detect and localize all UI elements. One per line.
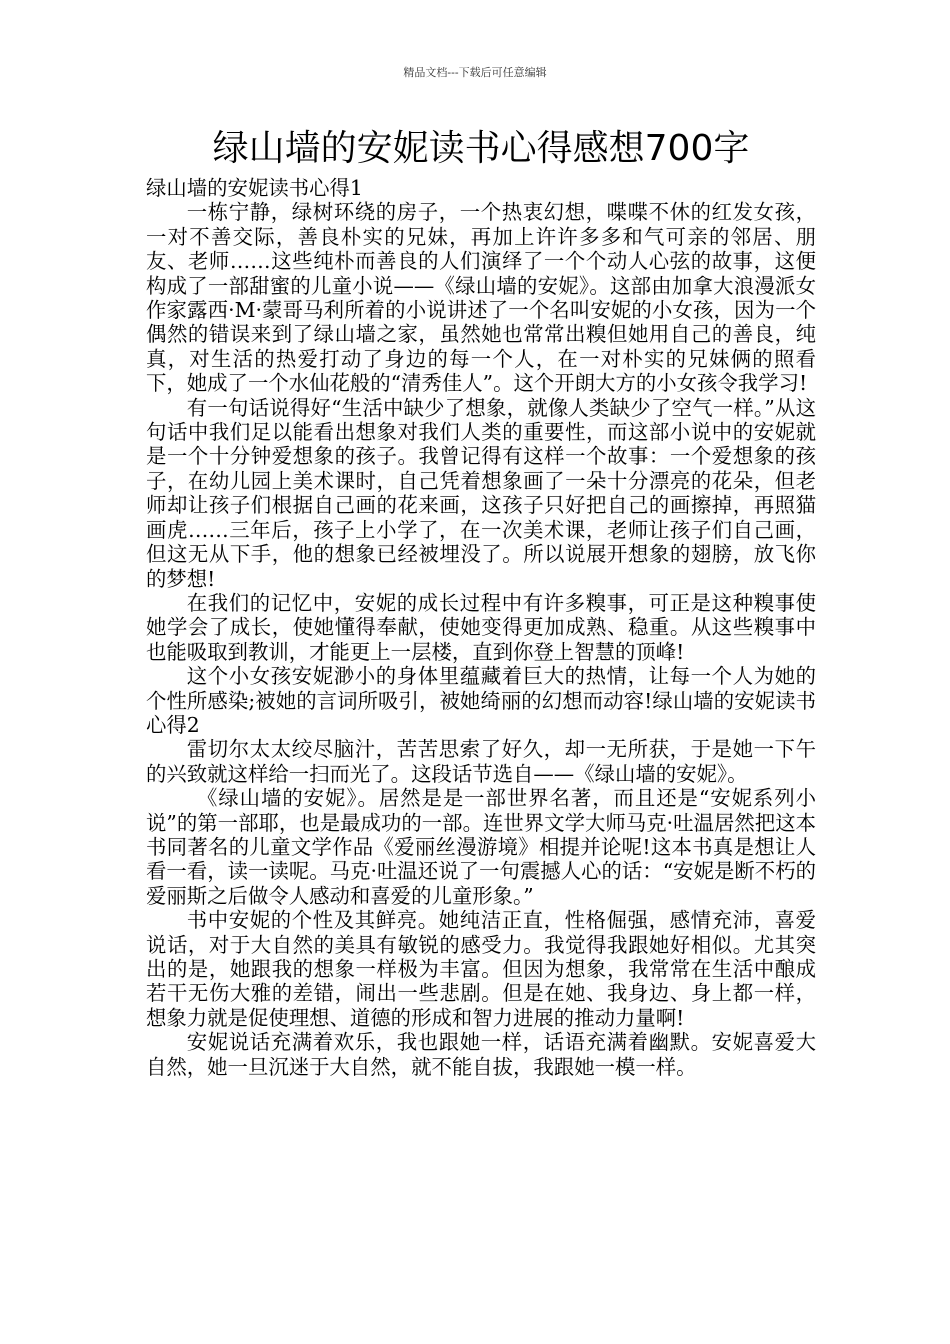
document-title: 绿山墙的安妮读书心得感想700字 [212, 128, 750, 169]
paragraph: 有一句话说得好“生活中缺少了想象，就像人类缺少了空气一样。”从这句话中我们足以能看出想象对我们人类的重要性，而这部小说中的安妮就是一个十分钟爱想象的孩子。我曾记得有这样一个故事：一个爱想象的孩子，在幼儿园上美术课时，自己凭着想象画了一朵十分漂亮的花朵，但老师却让孩子们根据自己画的花来画，这孩子只好把自己的画擦掉，再照猫画虎……三年后，孩子上小学了，在一次美术课，老师让孩子们自己画，但这无从下手，他的想象已经被埋没了。所以说展开想象的翅膀，放飞你的梦想! [146, 395, 816, 591]
document-text [146, 176, 816, 1079]
page-header-note: 精品文档---下载后可任意编辑 [403, 66, 547, 79]
paragraph: 一栋宁静，绿树环绕的房子，一个热衷幻想，喋喋不休的红发女孩，一对不善交际，善良朴实的兄妹，再加上许许多多和气可亲的邻居、朋友、老师……这些纯朴而善良的人们演绎了一个个动人心弦的故事，这便构成了一部甜蜜的儿童小说——《绿山墙的安妮》。这部由加拿大浪漫派女作家露西·M·蒙哥马利所着的小说讲述了一个名叫安妮的小女孩，因为一个偶然的错误来到了绿山墙之家，虽然她也常常出糗但她用自己的善良，纯真，对生活的热爱打动了身边的每一个人，在一对朴实的兄妹俩的照看下，她成了一个水仙花般的“清秀佳人”。这个开朗大方的小女孩令我学习! [146, 200, 816, 396]
paragraph: 雷切尔太太绞尽脑汁，苦苦思索了好久，却一无所获，于是她一下午的兴致就这样给一扫而光了。这段话节选自——《绿山墙的安妮》。 [146, 737, 816, 786]
paragraph: 在我们的记忆中，安妮的成长过程中有许多糗事，可正是这种糗事使她学会了成长，使她懂得奉献，使她变得更加成熟、稳重。从这些糗事中也能吸取到教训，才能更上一层楼，直到你登上智慧的顶峰! [146, 590, 816, 664]
paragraph: 书中安妮的个性及其鲜亮。她纯洁正直，性格倔强，感情充沛，喜爱说话，对于大自然的美具有敏锐的感受力。我觉得我跟她好相似。尤其突出的是，她跟我的想象一样极为丰富。但因为想象，我常常在生活中酿成若干无伤大雅的差错，闹出一些悲剧。但是在她、我身边、身上都一样，想象力就是促使理想、道德的形成和智力进展的推动力量啊! [146, 908, 816, 1030]
paragraph: 《绿山墙的安妮》。居然是是一部世界名著，而且还是“安妮系列小说”的第一部耶，也是最成功的一部。连世界文学大师马克·吐温居然把这本书同著名的儿童文学作品《爱丽丝漫游境》相提并论呢!这本书真是想让人看一看，读一读呢。马克·吐温还说了一句震撼人心的话：“安妮是断不朽的爱丽斯之后做令人感动和喜爱的儿童形象。” [146, 786, 816, 908]
document-body [146, 122, 816, 1079]
section-heading-1: 绿山墙的安妮读书心得1 [146, 176, 363, 200]
paragraph: 这个小女孩安妮渺小的身体里蕴藏着巨大的热情，让每一个人为她的个性所感染;被她的言词所吸引，被她绮丽的幻想而动容!绿山墙的安妮读书心得2 [146, 664, 816, 737]
paragraph: 安妮说话充满着欢乐，我也跟她一样，话语充满着幽默。安妮喜爱大自然，她一旦沉迷于大自然，就不能自拔，我跟她一模一样。 [146, 1030, 816, 1079]
